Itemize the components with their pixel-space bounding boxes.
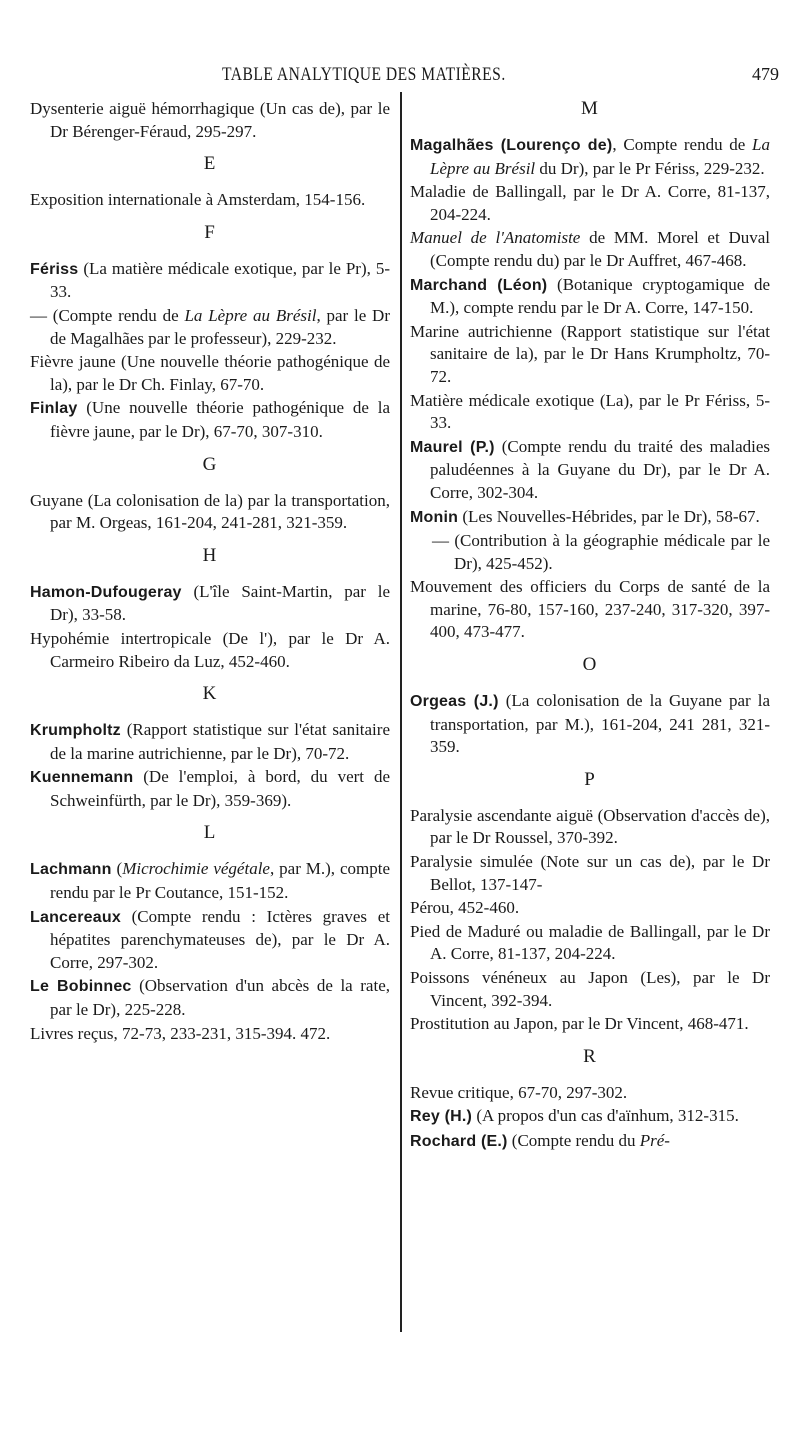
section-o xyxy=(410,690,770,759)
entry-text: — (Compte rendu de xyxy=(30,305,185,325)
index-entry xyxy=(30,581,390,627)
section-letter-f: F xyxy=(204,221,216,243)
index-entry xyxy=(410,851,770,896)
section-letter-e: E xyxy=(203,153,217,175)
entry-text: (La matière médicale exotique, par le Pr), 5-33. xyxy=(50,258,390,302)
index-entry xyxy=(30,490,390,535)
entry-text: Marine autrichienne (Rapport statistique sur l'état sanitaire de la), par le Dr Hans Krumpholtz, 70-72. xyxy=(410,321,770,386)
entry-text: Prostitution au Japon, par le Dr Vincent, 468-471. xyxy=(410,1014,749,1034)
index-entry xyxy=(410,1105,770,1129)
entry-text: Fièvre jaune (Une nouvelle théorie pathogénique de la), par le Dr Ch. Finlay, 67-70. xyxy=(30,352,390,394)
index-entry xyxy=(30,858,390,904)
section-f xyxy=(30,258,390,444)
entry-name: Magalhães (Lourenço de) xyxy=(410,137,613,154)
entry-name: Finlay xyxy=(30,400,78,418)
section-r xyxy=(410,1082,770,1154)
entry-name: Le Bobinnec xyxy=(30,978,132,996)
index-entry xyxy=(410,897,770,920)
index-entry xyxy=(30,98,390,143)
index-entry xyxy=(410,967,770,1012)
index-entry xyxy=(30,351,390,396)
entry-text: Paralysie ascendante aiguë (Observation d'accès de), par le Dr Roussel, 370-392. xyxy=(410,805,770,848)
index-entry xyxy=(30,766,390,812)
section-letter-o: O xyxy=(582,654,598,676)
section-letter-r: R xyxy=(583,1045,597,1067)
entry-text: Poissons vénéneux au Japon (Les), par le Dr Vincent, 392-394. xyxy=(410,968,770,1010)
entry-name: Rey (H.) xyxy=(410,1108,473,1126)
entry-text: , Compte rendu de xyxy=(612,135,753,154)
section-l xyxy=(30,858,390,1045)
entry-text: (Une nouvelle théorie pathogénique de la fièvre jaune, par le Dr), 67-70, 307-310. xyxy=(50,398,390,441)
entry-text: Maladie de Ballingall, par le Dr A. Corre, 81-137, 204-224. xyxy=(410,182,770,224)
section-h xyxy=(30,581,390,673)
page-number: 479 xyxy=(752,64,779,84)
entry-text: Pérou, 452-460. xyxy=(410,898,520,918)
entry-text: Mouvement des officiers du Corps de santé de la marine, 76-80, 157-160, 237-240, 317-320, 397-400, 473-477. xyxy=(410,577,770,642)
section-letter-g: G xyxy=(202,453,218,475)
section-e xyxy=(30,189,390,212)
entry-text: (Les Nouvelles-Hébrides, par le Dr), 58-67. xyxy=(458,506,760,526)
section-letter-k: K xyxy=(202,683,218,705)
entry-work-title: Pré- xyxy=(639,1130,670,1150)
entry-text: Dysenterie aiguë hémorrhagique (Un cas de), par le Dr Bérenger-Féraud, 295-297. xyxy=(30,99,390,141)
entry-text: Pied de Maduré ou maladie de Ballingall, par le Dr A. Corre, 81-137, 204-224. xyxy=(410,921,770,964)
entry-name: Marchand (Léon) xyxy=(410,276,548,294)
index-entry xyxy=(30,258,390,304)
entry-name: Kuennemann xyxy=(30,769,134,787)
entry-text: Guyane (La colonisation de la) par la transportation, par M. Orgeas, 161-204, 241-281, 321-359. xyxy=(30,490,390,533)
entry-text: , par le Dr de Magalhães par le professeur), 229-232. xyxy=(50,305,390,348)
entry-text: Revue critique, 67-70, 297-302. xyxy=(410,1082,628,1102)
index-entry xyxy=(30,975,390,1021)
entry-text: (La colonisation de la Guyane par la transportation, par M.), 161-204, 241 281, 321-359. xyxy=(430,691,770,757)
right-column xyxy=(410,98,770,1155)
section-m xyxy=(410,134,770,644)
entry-text: (Compte rendu : Ictères graves et hépatites parenchymateuses de), par le Dr A. Corre, 297-302. xyxy=(50,906,390,972)
column-divider xyxy=(400,92,402,1332)
index-entry xyxy=(410,1013,770,1036)
entry-name: Rochard (E.) xyxy=(410,1132,508,1150)
index-entry xyxy=(410,690,770,759)
index-entry xyxy=(410,506,770,530)
index-entry xyxy=(410,274,770,320)
entry-name: Lancereaux xyxy=(30,908,121,926)
index-entry xyxy=(410,530,770,575)
index-entry xyxy=(30,628,390,673)
index-entry xyxy=(410,1130,770,1154)
section-p xyxy=(410,805,770,1036)
entry-text: de MM. Morel et Duval (Compte rendu du) par le Dr Auffret, 467-468. xyxy=(430,228,771,270)
index-entry xyxy=(30,906,390,975)
entry-text: (Rapport statistique sur l'état sanitaire de la marine autrichienne, par le Dr), 70-72. xyxy=(50,720,390,763)
section-letter-p: P xyxy=(584,768,596,790)
index-entry xyxy=(30,305,390,350)
section-letter-h: H xyxy=(202,544,218,566)
index-entry xyxy=(410,321,770,389)
entry-text: (L'île Saint-Martin, par le Dr), 33-58. xyxy=(50,581,390,625)
entry-text: (A propos d'un cas d'aïnhum, 312-315. xyxy=(472,1106,739,1126)
entry-text: Paralysie simulée (Note sur un cas de), par le Dr Bellot, 137-147- xyxy=(410,852,770,894)
entry-text: Livres reçus, 72-73, 233-231, 315-394. 472. xyxy=(30,1023,331,1043)
entry-text: du Dr), par le Pr Fériss, 229-232. xyxy=(535,158,765,178)
entry-text: Hypohémie intertropicale (De l'), par le Dr A. Carmeiro Ribeiro da Luz, 452-460. xyxy=(30,628,390,671)
entry-name: Lachmann xyxy=(30,861,112,879)
entry-text: (Botanique cryptogamique de M.), compte rendu par le Dr A. Corre, 147-150. xyxy=(430,274,770,318)
index-entry xyxy=(410,576,770,644)
entry-text: ( xyxy=(111,859,123,879)
index-entry xyxy=(410,436,770,505)
running-header xyxy=(0,62,800,92)
index-entry xyxy=(410,805,770,850)
entry-name: Fériss xyxy=(30,260,79,278)
section-g xyxy=(30,490,390,535)
entry-text: — (Contribution à la géographie médicale par le Dr), 425-452). xyxy=(432,531,770,573)
index-entry xyxy=(410,181,770,226)
index-entry xyxy=(30,1023,390,1046)
entry-work-title: La Lèpre au Brésil xyxy=(184,305,317,325)
entry-name: Maurel (P.) xyxy=(410,438,495,456)
entry-name: Hamon-Dufougeray xyxy=(30,583,182,601)
entry-text: (Compte rendu du traité des maladies paludéennes à la Guyane du Dr), par le Dr A. Corre, 302-304. xyxy=(430,436,770,502)
entry-text: (Compte rendu du xyxy=(507,1130,640,1150)
entry-work-title: Manuel de l'Anatomiste xyxy=(410,228,581,248)
index-entry xyxy=(410,134,770,180)
entry-work-title: Microchimie végétale xyxy=(122,859,270,879)
index-entry xyxy=(410,227,770,272)
entry-text: , par M.), compte rendu par le Pr Coutance, 151-152. xyxy=(50,859,390,903)
entry-name: Monin xyxy=(410,508,459,526)
entry-name: Krumpholtz xyxy=(30,722,121,740)
entry-text: (Observation d'un abcès de la rate, par le Dr), 225-228. xyxy=(50,976,390,1020)
page-header-title: TABLE ANALYTIQUE DES MATIÈRES. xyxy=(222,64,506,85)
section-k xyxy=(30,719,390,812)
index-entry xyxy=(30,189,390,212)
left-column xyxy=(30,98,390,1046)
index-entry xyxy=(410,1082,770,1105)
entry-text: Exposition internationale à Amsterdam, 154-156. xyxy=(30,190,366,210)
entry-text: Matière médicale exotique (La), par le Pr Fériss, 5-33. xyxy=(410,390,770,433)
index-entry xyxy=(30,719,390,765)
section-letter-m: M xyxy=(581,98,599,119)
index-entry xyxy=(410,921,770,966)
section-letter-l: L xyxy=(203,822,217,844)
index-entry xyxy=(30,397,390,443)
entry-work-title: La Lèpre au Brésil xyxy=(430,135,770,178)
section-d xyxy=(30,98,390,143)
entry-name: Orgeas (J.) xyxy=(410,693,499,711)
entry-text: (De l'emploi, à bord, du vert de Schweinfürth, par le Dr), 359-369). xyxy=(50,767,390,810)
index-entry xyxy=(410,390,770,435)
